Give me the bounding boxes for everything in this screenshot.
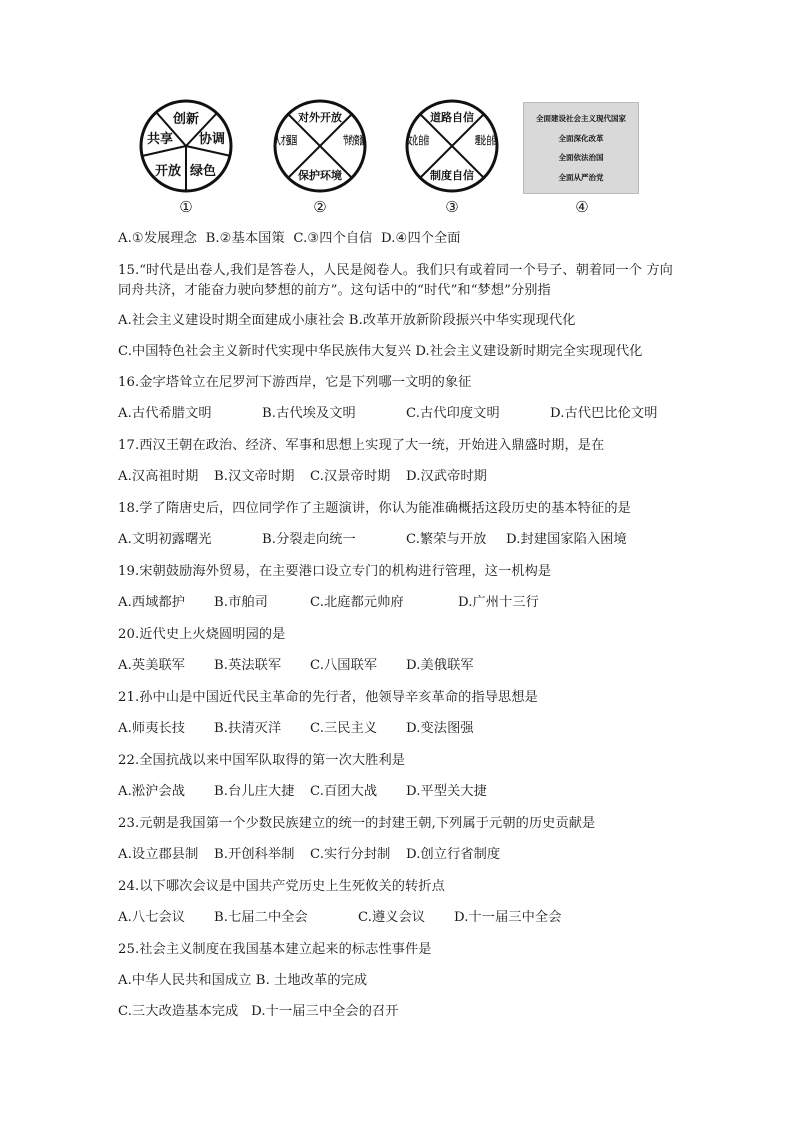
q19-option-c: C.北庭都元帅府 bbox=[310, 595, 404, 610]
q23-options bbox=[118, 845, 500, 865]
figure-1-seg-5: 共享 bbox=[146, 132, 174, 147]
q14-option-a: A.①发展理念 bbox=[118, 231, 197, 246]
q17-option-b: B.汉文帝时期 bbox=[214, 469, 295, 484]
q22-options bbox=[118, 782, 487, 802]
q23-option-a: A.设立郡县制 bbox=[118, 847, 199, 862]
q21-stem: 21.孙中山是中国近代民主革命的先行者，他领导辛亥革命的指导思想是 bbox=[118, 690, 538, 705]
q15-options-line-1: A.社会主义建设时期全面建成小康社会 B.改革开放新阶段振兴中华实现现代化 bbox=[118, 313, 576, 328]
figure-3-wheel bbox=[396, 98, 508, 216]
q15-stem: 15.“时代是出卷人,我们是答卷人，人民是阅卷人。我们只有或着同一个号子、朝着同一个 方向同舟共济，才能奋力驶向梦想的前方”。这句话中的“时代”和“梦想”分别指 bbox=[118, 263, 673, 298]
figure-4-line-1: 全面建设社会主义现代国家 bbox=[536, 114, 626, 124]
q18-stem: 18.学了隋唐史后，四位同学作了主题演讲，你认为能准确概括这段历史的基本特征的是 bbox=[118, 501, 631, 516]
q18-options bbox=[118, 530, 627, 550]
figure-4-number: ④ bbox=[575, 198, 589, 216]
figure-1-wheel bbox=[130, 98, 242, 216]
figure-2-seg-2 bbox=[343, 133, 365, 147]
figure-2-wheel bbox=[264, 98, 376, 216]
q17-options bbox=[118, 467, 487, 487]
figure-3-seg-4 bbox=[407, 133, 429, 147]
q21-options bbox=[118, 719, 474, 739]
q24-option-c: C.遵义会议 bbox=[358, 910, 426, 925]
q20-options bbox=[118, 656, 474, 676]
figure-1-wheel-graphic bbox=[130, 98, 242, 198]
figure-1-number: ① bbox=[179, 198, 193, 216]
q17-option-d: D.汉武帝时期 bbox=[406, 469, 487, 484]
q18-option-b: B.分裂走向统一 bbox=[262, 532, 356, 547]
figure-1-seg-1: 创新 bbox=[172, 112, 200, 127]
q25-options-line-2: C.三大改造基本完成 D.十一届三中全会的召开 bbox=[118, 1004, 399, 1019]
q21-option-d: D.变法图强 bbox=[406, 721, 474, 736]
figure-3-seg-1: 道路自信 bbox=[430, 111, 474, 124]
q16-option-d: D.古代巴比伦文明 bbox=[550, 406, 658, 421]
q17-option-c: C.汉景帝时期 bbox=[310, 469, 391, 484]
q22-option-d: D.平型关大捷 bbox=[406, 784, 487, 799]
figure-3-number: ③ bbox=[445, 198, 459, 216]
figure-2-number: ② bbox=[313, 198, 327, 216]
q21-option-a: A.师夷长技 bbox=[118, 721, 186, 736]
q19-options bbox=[118, 593, 539, 613]
q19-option-a: A.西域都护 bbox=[118, 595, 186, 610]
q23-option-d: D.创立行省制度 bbox=[406, 847, 501, 862]
q25-options-line-1: A.中华人民共和国成立 B. 土地改革的完成 bbox=[118, 973, 368, 988]
q20-stem: 20.近代史上火烧圆明园的是 bbox=[118, 627, 286, 642]
q24-stem: 24.以下哪次会议是中国共产党历史上生死攸关的转折点 bbox=[118, 879, 445, 894]
q20-option-d: D.美俄联军 bbox=[406, 658, 474, 673]
q19-option-d: D.广州十三行 bbox=[458, 595, 539, 610]
q16-stem: 16.金字塔耸立在尼罗河下游西岸，它是下列哪一文明的象征 bbox=[118, 375, 472, 390]
q20-option-a: A.英美联军 bbox=[118, 658, 186, 673]
q20-option-c: C.八国联军 bbox=[310, 658, 378, 673]
q14-options bbox=[118, 229, 461, 249]
figure-1-seg-3: 绿色 bbox=[189, 164, 217, 179]
q21-option-b: B.扶清灭洋 bbox=[214, 721, 282, 736]
q21-option-c: C.三民主义 bbox=[310, 721, 378, 736]
figure-3-seg-3: 制度自信 bbox=[430, 169, 474, 182]
q18-option-d: D.封建国家陷入困境 bbox=[506, 532, 627, 547]
q18-option-a: A.文明初露曙光 bbox=[118, 532, 212, 547]
q24-option-a: A.八七会议 bbox=[118, 910, 186, 925]
figure-2-seg-3: 保护环境 bbox=[298, 169, 342, 182]
q16-option-c: C.古代印度文明 bbox=[406, 406, 500, 421]
q14-option-d: D.④四个全面 bbox=[381, 231, 461, 246]
figure-4-line-4: 全面从严治党 bbox=[558, 172, 604, 182]
figure-2-seg-1: 对外开放 bbox=[298, 111, 342, 124]
q16-option-a: A.古代希腊文明 bbox=[118, 406, 212, 421]
q22-option-b: B.台儿庄大捷 bbox=[214, 784, 295, 799]
q24-option-b: B.七届二中全会 bbox=[214, 910, 308, 925]
q17-stem: 17.西汉王朝在政治、经济、军事和思想上实现了大一统，开始进入鼎盛时期，是在 bbox=[118, 438, 605, 453]
figure-3-seg-2 bbox=[475, 133, 497, 147]
q25-stem: 25.社会主义制度在我国基本建立起来的标志性事件是 bbox=[118, 942, 432, 957]
figure-1-seg-4: 开放 bbox=[154, 164, 182, 179]
q24-option-d: D.十一届三中全会 bbox=[454, 910, 562, 925]
figure-4-line-2: 全面深化改革 bbox=[558, 133, 604, 143]
q23-option-c: C.实行分封制 bbox=[310, 847, 391, 862]
figure-2-wheel-graphic bbox=[264, 98, 376, 198]
q17-option-a: A.汉高祖时期 bbox=[118, 469, 199, 484]
q22-option-c: C.百团大战 bbox=[310, 784, 378, 799]
q22-option-a: A.淞沪会战 bbox=[118, 784, 186, 799]
q19-option-b: B.市舶司 bbox=[214, 595, 268, 610]
q14-option-b: B.②基本国策 bbox=[205, 231, 285, 246]
figure-4-line-3: 全面依法治国 bbox=[558, 153, 604, 163]
q23-option-b: B.开创科举制 bbox=[214, 847, 295, 862]
q18-option-c: C.繁荣与开放 bbox=[406, 532, 487, 547]
figures-row bbox=[130, 98, 650, 222]
q23-stem: 23.元朝是我国第一个少数民族建立的统一的封建王朝,下列属于元朝的历史贡献是 bbox=[118, 816, 596, 831]
q20-option-b: B.英法联军 bbox=[214, 658, 282, 673]
figure-1-seg-2: 协调 bbox=[198, 132, 226, 147]
figure-2-seg-4 bbox=[275, 133, 297, 147]
figure-4-box bbox=[523, 102, 639, 194]
q24-options bbox=[118, 908, 562, 928]
figure-3-wheel-graphic bbox=[396, 98, 508, 198]
q16-options bbox=[118, 404, 658, 424]
q15-options-line-2: C.中国特色社会主义新时代实现中华民族伟大复兴 D.社会主义建设新时期完全实现现代化 bbox=[118, 344, 643, 359]
q22-stem: 22.全国抗战以来中国军队取得的第一次大胜利是 bbox=[118, 753, 406, 768]
q19-stem: 19.宋朝鼓励海外贸易，在主要港口设立专门的机构进行管理，这一机构是 bbox=[118, 564, 552, 579]
q14-option-c: C.③四个自信 bbox=[293, 231, 373, 246]
q16-option-b: B.古代埃及文明 bbox=[262, 406, 356, 421]
